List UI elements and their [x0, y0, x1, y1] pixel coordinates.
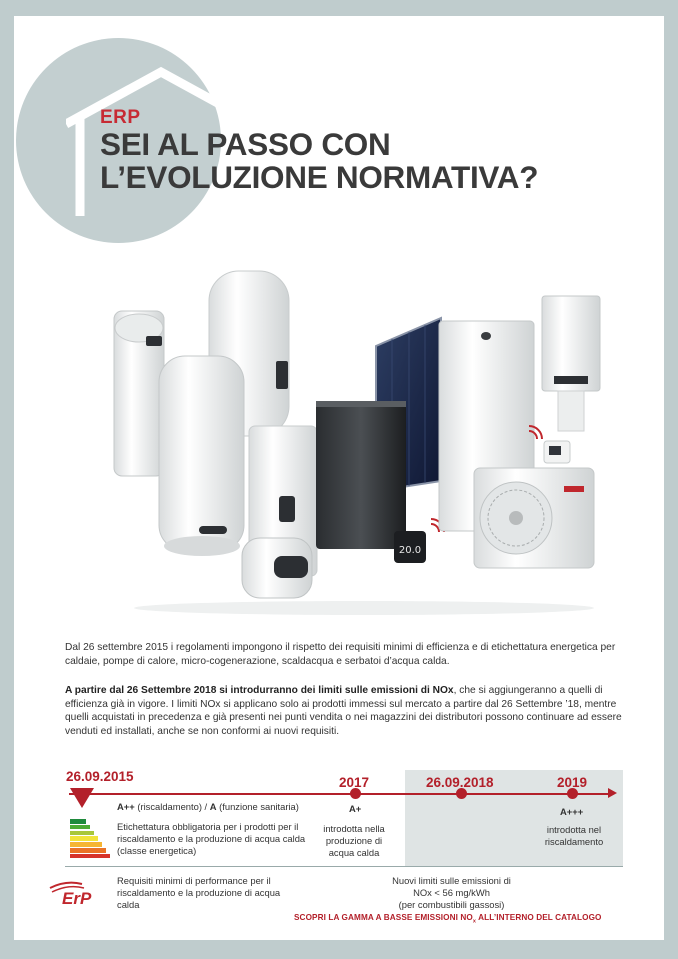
cta-part-2: ALL’INTERNO DEL CATALOGO: [476, 913, 602, 922]
min-requirements-text: Requisiti minimi di performance per il riscaldamento e la produzione di acqua calda: [117, 875, 281, 910]
label-heating: (riscaldamento) /: [134, 801, 210, 812]
rating-2017: A+: [349, 803, 362, 814]
desc-2017: introdotta nella produzione di acqua calda: [323, 823, 385, 858]
rating-2019: A+++: [560, 806, 584, 817]
products-illustration: [94, 256, 614, 616]
timeline-start-marker-icon: [70, 788, 94, 808]
catalog-cta: [294, 913, 602, 925]
intro-paragraph: Dal 26 settembre 2015 i regolamenti impongono il rispetto dei requisiti minimi di efficienza e di etichettatura energetica per caldaie, pompe di calore, micro-cogenerazione, scaldacqua e serbatoi d’acqua calda.: [65, 642, 616, 667]
energy-bar: [70, 836, 98, 841]
cta-part-1: SCOPRI LA GAMMA A BASSE EMISSIONI NO: [294, 913, 473, 922]
timeline-date-2015: 26.09.2015: [66, 769, 134, 784]
energy-bar: [70, 842, 102, 847]
electric-water-heater: [159, 356, 244, 551]
label-sanitary: (funzione sanitaria): [216, 801, 299, 812]
condensing-boiler: [316, 401, 406, 549]
energy-label-icon: [70, 819, 110, 859]
title-line-1: SEI AL PASSO CON: [100, 126, 391, 162]
desc-2019: introdotta nel riscaldamento: [544, 824, 604, 847]
thermostat-display: 20.0: [398, 545, 422, 556]
rating-sanitary: A: [209, 801, 217, 812]
page-title: [100, 128, 538, 194]
erp-logo: [48, 878, 104, 912]
nox-paragraph-text: , che si aggiungeranno a quelli di efficienza già in vigore. I limiti NOx si applicano solo ai prodotti immessi sul mercato a partire dal 26 Settembre ’18, mentre quelli acquistati in precedenza e già presenti nei punti vendita o nei magazzini dei distributori possono continuare ad essere venduti ed installati, anche se non conformi ai nuovi requisiti.: [65, 685, 622, 737]
catalog-page: [14, 16, 664, 940]
nox-limit-text: Nuovi limiti sulle emissioni di NOx < 56 mg/kWh: [392, 875, 511, 898]
timeline-arrow-icon: [608, 788, 617, 798]
svg-text:ErP: ErP: [62, 889, 92, 908]
timeline-separator: [65, 866, 623, 867]
cta-subscript: x: [472, 918, 477, 925]
timeline-date-2019: 2019: [557, 775, 588, 790]
timeline-date-2017: 2017: [339, 775, 370, 790]
energy-bar: [70, 854, 110, 859]
erp-tag: ERP: [100, 107, 141, 128]
label-2015: [117, 801, 299, 813]
energy-bar: [70, 831, 94, 836]
rating-heating: A++: [117, 801, 135, 812]
title-line-2: L’EVOLUZIONE NORMATIVA?: [100, 159, 539, 195]
nox-paragraph-bold: A partire dal 26 Settembre 2018 si introdurranno dei limiti sulle emissioni di NOx: [65, 685, 454, 696]
desc-2015: Etichettatura obbligatoria per i prodotti per il riscaldamento e la produzione di acqua calda (classe energetica): [117, 821, 306, 856]
energy-bar: [70, 848, 106, 853]
nox-paragraph: [65, 684, 625, 738]
energy-bar: [70, 819, 86, 824]
timeline-line: [69, 793, 609, 795]
timeline-date-2018: 26.09.2018: [426, 775, 494, 790]
nox-note-text: (per combustibili gassosi): [398, 899, 505, 910]
energy-bar: [70, 825, 90, 830]
